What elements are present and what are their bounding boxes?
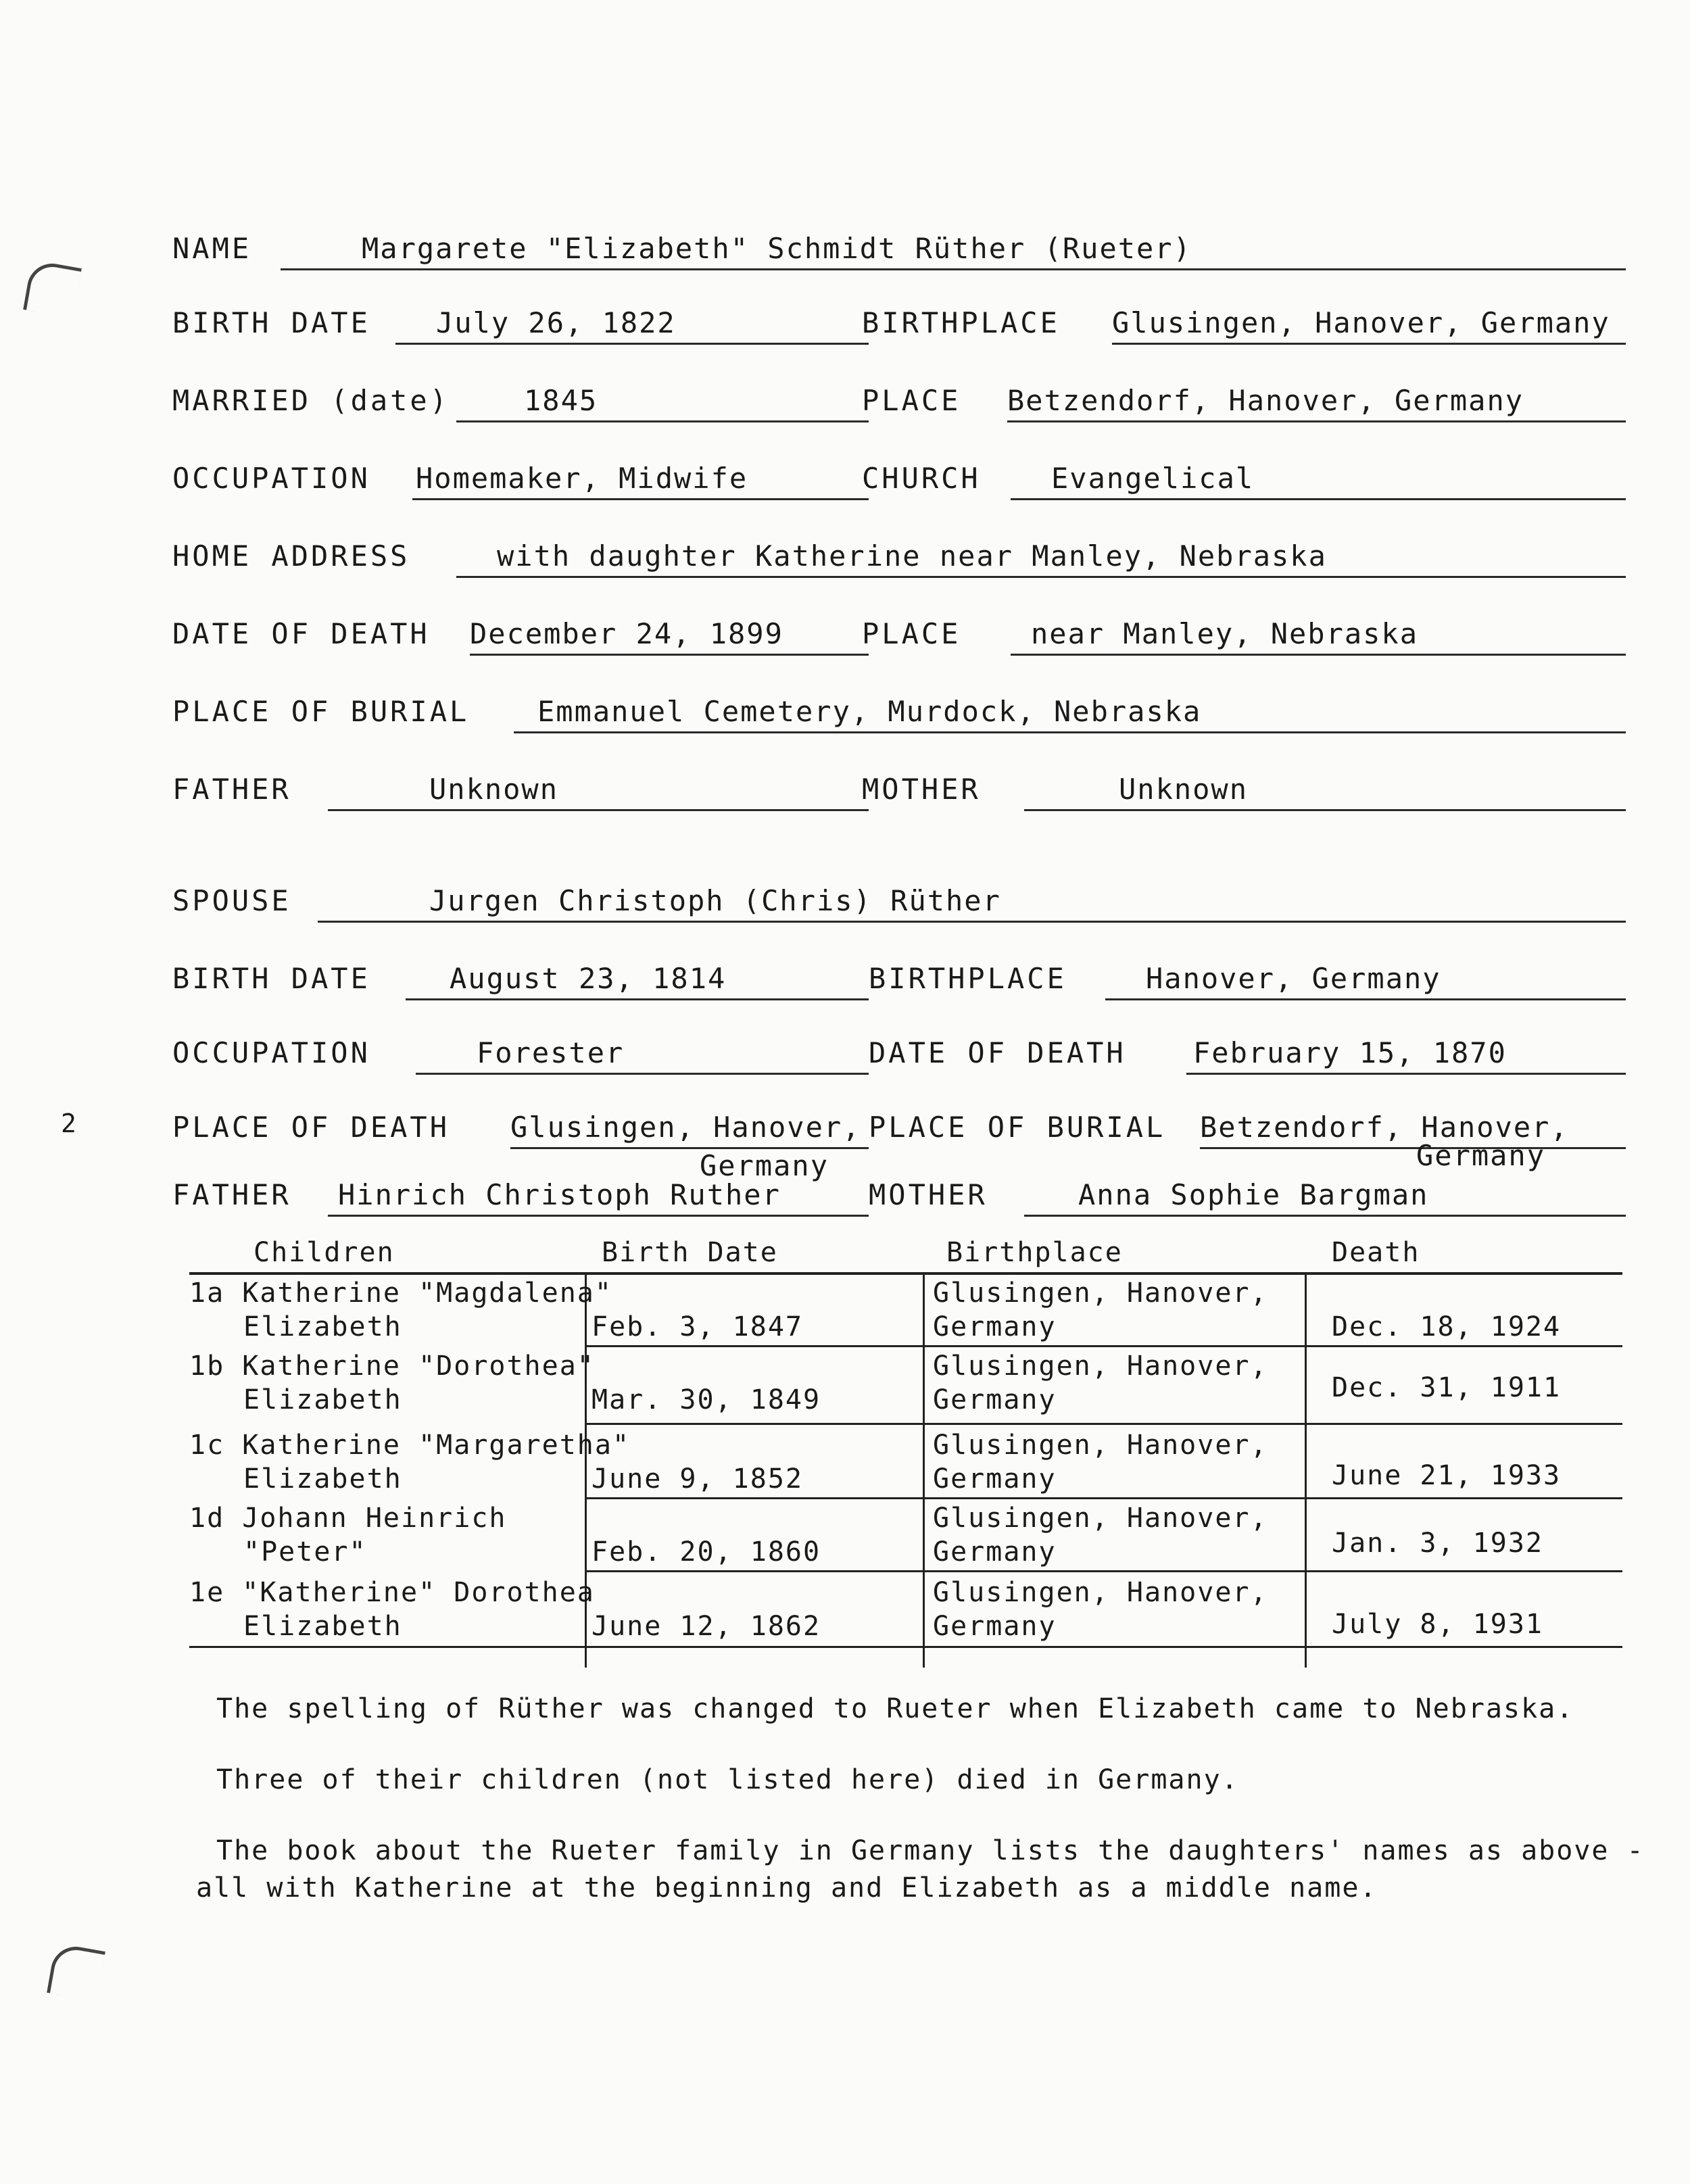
spouse-mother-label: MOTHER [869,1178,988,1211]
spouse-birthplace-label: BIRTHPLACE [869,962,1067,995]
birth-date-label: BIRTH DATE [172,306,370,339]
date-of-death-value: December 24, 1899 [470,617,783,650]
father-value: Unknown [429,773,559,806]
row-rule [585,1497,1622,1499]
place-of-burial-value: Emmanuel Cemetery, Murdock, Nebraska [537,695,1202,728]
col-divider-1 [585,1272,587,1668]
row-rule [189,1646,1622,1648]
underline [1007,420,1626,422]
header-death: Death [1332,1237,1420,1268]
occupation-row [172,446,1626,500]
note-spelling: The spelling of Rüther was changed to Rueter when Elizabeth came to Nebraska. [216,1693,1574,1724]
church-label: CHURCH [862,462,981,495]
underline [328,1215,869,1217]
child-birthplace: Glusingen, Hanover, [933,1503,1268,1534]
spouse-place-of-burial-label: PLACE OF BURIAL [869,1111,1166,1144]
underline [1112,343,1626,345]
spouse-father-label: FATHER [172,1178,291,1211]
spouse-mother-value: Anna Sophie Bargman [1078,1178,1429,1211]
child-birthplace-cont: Germany [933,1611,1057,1642]
married-value: 1845 [524,384,598,417]
father-label: FATHER [172,773,291,806]
header-rule [189,1272,1622,1275]
underline [281,268,1626,270]
child-birth-date: Feb. 3, 1847 [592,1311,803,1342]
death-place-value: near Manley, Nebraska [1031,617,1419,650]
spouse-places-row [172,1095,1626,1182]
underline [318,921,1626,923]
row-rule [585,1345,1622,1347]
child-birth-date: June 9, 1852 [592,1463,803,1495]
header-children: Children [254,1237,395,1268]
child-death: Dec. 31, 1911 [1332,1372,1562,1403]
spouse-place-of-death-value-cont: Germany [700,1149,829,1182]
spouse-date-of-death-label: DATE OF DEATH [869,1036,1126,1069]
child-birthplace: Glusingen, Hanover, [933,1278,1268,1309]
birthplace-value: Glusingen, Hanover, Germany [1112,306,1610,339]
child-birthplace: Glusingen, Hanover, [933,1430,1268,1461]
underline [1011,654,1626,656]
married-label: MARRIED (date) [172,384,450,417]
name-label: NAME [172,232,252,265]
child-name-cont: "Peter" [243,1536,367,1568]
death-place-label: PLACE [862,617,961,650]
home-address-row [172,524,1626,578]
underline [416,1073,869,1075]
underline [514,731,1626,733]
spouse-birth-row [172,946,1626,1000]
spouse-birthplace-value: Hanover, Germany [1146,962,1441,995]
home-address-value: with daughter Katherine near Manley, Nebraska [497,539,1327,573]
spouse-father-value: Hinrich Christoph Ruther [338,1178,781,1211]
row-rule [585,1570,1622,1572]
place-of-burial-label: PLACE OF BURIAL [172,695,470,728]
child-birthplace-cont: Germany [933,1536,1057,1568]
child-name: 1d Johann Heinrich [189,1503,507,1534]
home-address-label: HOME ADDRESS [172,539,410,573]
occupation-label: OCCUPATION [172,462,370,495]
note-book-line-2: all with Katherine at the beginning and Elizabeth as a middle name. [196,1872,1378,1903]
child-birthplace: Glusingen, Hanover, [933,1577,1268,1608]
spouse-occupation-value: Forester [477,1036,625,1069]
mother-value: Unknown [1119,773,1249,806]
children-table [189,1237,1622,1670]
child-name-cont: Elizabeth [243,1311,402,1342]
underline [395,343,869,345]
child-name: 1a Katherine "Magdalena" [189,1278,612,1309]
child-name: 1b Katherine "Dorothea" [189,1351,595,1382]
punch-hole-top [23,260,82,318]
punch-hole-bottom [47,1943,105,2001]
child-death: July 8, 1931 [1332,1609,1543,1640]
underline [328,809,869,811]
header-birth-date: Birth Date [602,1237,778,1268]
child-death: June 21, 1933 [1332,1460,1562,1491]
header-birthplace: Birthplace [946,1237,1123,1268]
spouse-birth-date-label: BIRTH DATE [172,962,370,995]
spouse-parents-row [172,1163,1626,1217]
married-row [172,368,1626,422]
occupation-value: Homemaker, Midwife [416,462,748,495]
birth-row [172,291,1626,345]
child-death: Jan. 3, 1932 [1332,1528,1543,1559]
spouse-label: SPOUSE [172,884,291,917]
underline [456,420,869,422]
date-of-death-label: DATE OF DEATH [172,617,430,650]
church-value: Evangelical [1051,462,1255,495]
child-name-cont: Elizabeth [243,1384,402,1415]
child-name: 1c Katherine "Margaretha" [189,1430,631,1461]
child-name-cont: Elizabeth [243,1611,402,1642]
note-children-died: Three of their children (not listed here) died in Germany. [216,1764,1239,1795]
child-birth-date: Feb. 20, 1860 [592,1536,821,1568]
birthplace-label: BIRTHPLACE [862,306,1060,339]
parents-row [172,757,1626,811]
child-birthplace-cont: Germany [933,1463,1057,1495]
page-number: 2 [61,1109,76,1138]
child-birth-date: Mar. 30, 1849 [592,1384,821,1415]
spouse-row [172,869,1626,923]
row-rule [585,1423,1622,1425]
underline [412,498,869,500]
spouse-birth-date-value: August 23, 1814 [450,962,727,995]
child-death: Dec. 18, 1924 [1332,1311,1562,1342]
married-place-value: Betzendorf, Hanover, Germany [1007,384,1524,417]
note-book-line-1: The book about the Rueter family in Germany lists the daughters' names as above - [216,1835,1645,1866]
child-birthplace-cont: Germany [933,1311,1057,1342]
child-name: 1e "Katherine" Dorothea [189,1577,595,1608]
underline [1024,1215,1626,1217]
name-value: Margarete "Elizabeth" Schmidt Rüther (Rueter) [362,232,1192,265]
death-row [172,602,1626,656]
mother-label: MOTHER [862,773,981,806]
spouse-occupation-row [172,1021,1626,1075]
spouse-occupation-label: OCCUPATION [172,1036,370,1069]
spouse-place-of-burial-value-cont: Germany [1416,1139,1546,1172]
birth-date-value: July 26, 1822 [436,306,676,339]
spouse-date-of-death-value: February 15, 1870 [1193,1036,1507,1069]
child-birth-date: June 12, 1862 [592,1611,821,1642]
col-divider-3 [1305,1272,1307,1668]
underline [1186,1073,1626,1075]
underline [1024,809,1626,811]
name-row [172,216,1626,270]
spouse-place-of-death-value: Glusingen, Hanover, [510,1111,861,1144]
underline [406,998,869,1000]
underline [1105,998,1626,1000]
spouse-place-of-burial-value: Betzendorf, Hanover, [1200,1111,1569,1144]
spouse-value: Jurgen Christoph (Chris) Rüther [429,884,1001,917]
child-birthplace: Glusingen, Hanover, [933,1351,1268,1382]
married-place-label: PLACE [862,384,961,417]
underline [1011,498,1626,500]
spouse-place-of-death-label: PLACE OF DEATH [172,1111,450,1144]
child-birthplace-cont: Germany [933,1384,1057,1415]
burial-row [172,679,1626,733]
underline [456,576,1626,578]
underline [470,654,869,656]
underline [1200,1147,1626,1149]
child-name-cont: Elizabeth [243,1463,402,1495]
col-divider-2 [923,1272,925,1668]
